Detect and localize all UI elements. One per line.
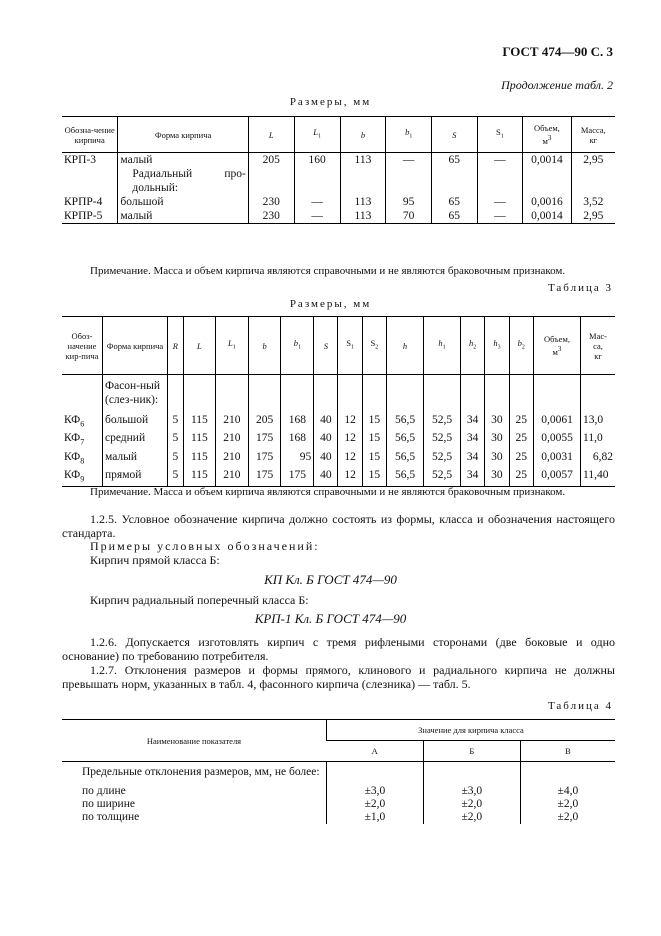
cell: 0,0016 (523, 195, 571, 209)
examples-heading: Примеры условных обозначений: (90, 539, 320, 553)
cell: 205 (248, 153, 294, 168)
table-row (62, 209, 615, 224)
cell: — (294, 209, 340, 224)
cell (423, 762, 520, 786)
cell: 113 (340, 153, 386, 168)
cell: — (386, 153, 432, 168)
cell: по длине (82, 785, 126, 797)
cell: — (477, 209, 523, 224)
cell: 0,0055 (534, 431, 581, 449)
cell: 168 (281, 413, 314, 431)
t3-header: h (387, 317, 424, 375)
cell: 56,5 (387, 431, 424, 449)
t2-header: Объем, $м^3$ (523, 117, 571, 153)
cell: 15 (362, 431, 386, 449)
cell: 40 (314, 450, 338, 468)
cell: 30 (485, 468, 509, 487)
cell (461, 375, 485, 414)
table4 (62, 719, 615, 824)
t2-header: $L_1$ (294, 117, 340, 153)
table2 (62, 116, 615, 224)
cell: 210 (215, 413, 248, 431)
t3-header: S (314, 317, 338, 375)
cell: малый (118, 209, 248, 224)
page-header: ГОСТ 474—90 С. 3 (502, 44, 613, 59)
cell (477, 167, 523, 195)
table2-continuation: Продолжение табл. 2 (501, 78, 613, 92)
cell: 175 (248, 468, 281, 487)
cell: 13,0 (581, 413, 616, 431)
cell: 113 (340, 195, 386, 209)
cell (509, 375, 533, 414)
table-row (62, 811, 615, 824)
cell: Радиальный про-дольный: (118, 167, 248, 195)
cell: 12 (338, 468, 362, 487)
cell: 56,5 (387, 450, 424, 468)
cell: 25 (509, 413, 533, 431)
cell: 160 (294, 153, 340, 168)
cell: 175 (281, 468, 314, 487)
t4-header: Наименование показателя (62, 720, 327, 762)
cell: 25 (509, 450, 533, 468)
cell: прямой (103, 468, 168, 487)
t4-header: Значение для кирпича класса (327, 720, 616, 741)
cell: КРПР-4 (64, 196, 103, 208)
table-row (62, 167, 615, 195)
cell: 5 (168, 468, 184, 487)
table-row (62, 785, 615, 798)
paragraph-1-2-7: 1.2.7. Отклонения размеров и формы прямого, клинового и радиального кирпича не должны превышать норм, указанных в табл. 4, фасонного кирпича (слезника) — табл. 5. (62, 663, 615, 691)
cell: 65 (431, 195, 477, 209)
cell: по толщине (82, 811, 140, 823)
cell (534, 375, 581, 414)
table-row (62, 375, 615, 414)
t2-header: $b_1$ (386, 117, 432, 153)
cell: 205 (248, 413, 281, 431)
cell: 15 (362, 450, 386, 468)
cell: 3,52 (571, 195, 615, 209)
paragraph-1-2-5: 1.2.5. Условное обозначение кирпича должно состоять из формы, класса и обозначения настоящего стандарта. (62, 512, 615, 540)
cell (62, 375, 103, 414)
t3-header: $b_2$ (509, 317, 533, 375)
cell (327, 762, 424, 786)
t3-header: $S_1$ (338, 317, 362, 375)
cell: 34 (461, 431, 485, 449)
cell (386, 167, 432, 195)
cell: 95 (281, 450, 314, 468)
t3-header: b (248, 317, 281, 375)
cell: средний (103, 431, 168, 449)
cell: ±3,0 (327, 785, 424, 798)
example-2: КРП-1 Кл. Б ГОСТ 474—90 (254, 611, 407, 626)
cell: ±2,0 (520, 811, 615, 824)
cell: 11,0 (581, 431, 616, 449)
cell: 0,0061 (534, 413, 581, 431)
t3-header: L (183, 317, 215, 375)
cell: 34 (461, 413, 485, 431)
cell: 65 (431, 209, 477, 224)
cell (340, 167, 386, 195)
cell: 95 (386, 195, 432, 209)
t3-header: Обоз-начение кир-пича (62, 317, 103, 375)
cell: по ширине (82, 798, 135, 810)
cell: 115 (183, 450, 215, 468)
cell: — (477, 195, 523, 209)
cell: $КФ_9$ (62, 468, 103, 487)
cell: 65 (431, 153, 477, 168)
t3-header: $b_1$ (281, 317, 314, 375)
cell: 40 (314, 413, 338, 431)
example-2-label: Кирпич радиальный поперечный класса Б: (90, 593, 309, 607)
t4-header: В (520, 741, 615, 762)
cell: 12 (338, 413, 362, 431)
t4-header: Б (423, 741, 520, 762)
t3-header: $h_2$ (461, 317, 485, 375)
table3 (62, 316, 615, 487)
t2-header: Обозна-чение кирпича (62, 117, 118, 153)
cell: 70 (386, 209, 432, 224)
cell: $КФ_7$ (64, 432, 85, 447)
cell: — (477, 153, 523, 168)
t2-header: Масса, кг (571, 117, 615, 153)
cell: большой (103, 413, 168, 431)
cell: 210 (215, 468, 248, 487)
cell (387, 375, 424, 414)
cell (281, 375, 314, 414)
cell (581, 375, 616, 414)
table2-units: Размеры, мм (289, 96, 372, 108)
cell: ±2,0 (423, 811, 520, 824)
paragraph-1-2-6: 1.2.6. Допускается изготовлять кирпич с тремя рифлеными сторонами (две боковые и одно основание) по требованию потребителя. (62, 635, 615, 663)
cell: 56,5 (387, 413, 424, 431)
cell: 5 (168, 413, 184, 431)
cell (338, 375, 362, 414)
cell: 52,5 (424, 413, 461, 431)
table-row (62, 762, 615, 786)
cell (362, 375, 386, 414)
cell: 115 (183, 413, 215, 431)
cell: 0,0014 (523, 209, 571, 224)
cell: 0,0014 (523, 153, 571, 168)
t3-header: $h_3$ (485, 317, 509, 375)
cell: 0,0057 (534, 468, 581, 487)
cell: Фасон-ный (слез-ник): (103, 375, 168, 414)
cell: 30 (485, 431, 509, 449)
cell (215, 375, 248, 414)
table3-note: Примечание. Масса и объем кирпича являются справочными и не являются браковочным признаком. (90, 486, 566, 498)
table-row (62, 798, 615, 811)
t2-header: S (431, 117, 477, 153)
cell: — (294, 195, 340, 209)
cell (62, 167, 118, 195)
cell (183, 375, 215, 414)
cell: КРПР-5 (62, 209, 118, 224)
cell: 115 (183, 468, 215, 487)
cell: 56,5 (387, 468, 424, 487)
t3-header: $h_1$ (424, 317, 461, 375)
table3-units: Размеры, мм (289, 298, 372, 310)
cell: $КФ_6$ (64, 414, 85, 429)
table2-note: Примечание. Масса и объем кирпича являются справочными и не являются браковочным признаком. (90, 265, 566, 277)
table3-caption: Таблица 3 (547, 282, 613, 294)
t3-header: Форма кирпича (103, 317, 168, 375)
cell (520, 762, 615, 786)
cell (424, 375, 461, 414)
cell (523, 167, 571, 195)
cell: 230 (248, 209, 294, 224)
cell: 2,95 (571, 209, 615, 224)
table-row (62, 413, 615, 431)
cell: ±2,0 (423, 798, 520, 811)
cell: 6,82 (581, 450, 616, 468)
cell (314, 375, 338, 414)
cell: 25 (509, 468, 533, 487)
cell: 40 (314, 431, 338, 449)
table-row (62, 431, 615, 449)
cell: 5 (168, 431, 184, 449)
cell: 5 (168, 450, 184, 468)
cell: 175 (248, 431, 281, 449)
cell: большой (118, 195, 248, 209)
t4-header: А (327, 741, 424, 762)
cell (248, 167, 294, 195)
cell (485, 375, 509, 414)
cell: 115 (183, 431, 215, 449)
cell: ±4,0 (520, 785, 615, 798)
cell: малый (118, 153, 248, 168)
table-row (62, 195, 615, 209)
example-1-label: Кирпич прямой класса Б: (90, 553, 220, 567)
cell (248, 375, 281, 414)
cell: 113 (340, 209, 386, 224)
t3-header: $L_1$ (215, 317, 248, 375)
cell: 52,5 (424, 450, 461, 468)
cell (294, 167, 340, 195)
cell: КРП-3 (64, 154, 96, 166)
cell: 30 (485, 413, 509, 431)
table-row (62, 468, 615, 487)
cell: 12 (338, 450, 362, 468)
cell: 0,0031 (534, 450, 581, 468)
cell: $КФ_8$ (64, 450, 85, 465)
cell: 175 (248, 450, 281, 468)
table-row (62, 153, 615, 168)
cell (431, 167, 477, 195)
cell: 11,40 (581, 468, 616, 487)
table4-caption: Таблица 4 (547, 700, 613, 712)
cell: ±1,0 (327, 811, 424, 824)
cell (168, 375, 184, 414)
cell: 40 (314, 468, 338, 487)
cell: малый (103, 450, 168, 468)
cell: 2,95 (571, 153, 615, 168)
cell: 15 (362, 468, 386, 487)
cell: 168 (281, 431, 314, 449)
cell: ±3,0 (423, 785, 520, 798)
t2-header: L (248, 117, 294, 153)
cell: 12 (338, 431, 362, 449)
t3-header: Мас- са, кг (581, 317, 616, 375)
cell: Предельные отклонения размеров, мм, не более: (82, 766, 320, 778)
cell: 15 (362, 413, 386, 431)
t3-header: $S_2$ (362, 317, 386, 375)
cell: 52,5 (424, 431, 461, 449)
cell: ±2,0 (520, 798, 615, 811)
example-1: КП Кл. Б ГОСТ 474—90 (264, 572, 397, 587)
t2-header: $S_1$ (477, 117, 523, 153)
cell: 34 (461, 468, 485, 487)
cell: 30 (485, 450, 509, 468)
cell (571, 167, 615, 195)
cell: 52,5 (424, 468, 461, 487)
t2-header: Форма кирпича (118, 117, 248, 153)
cell: 34 (461, 450, 485, 468)
t2-header: b (340, 117, 386, 153)
cell: ±2,0 (327, 798, 424, 811)
t3-header: Объем, $м^3$ (534, 317, 581, 375)
table-row (62, 450, 615, 468)
t3-header: R (168, 317, 184, 375)
cell: 210 (215, 450, 248, 468)
cell: 25 (509, 431, 533, 449)
cell: 210 (215, 431, 248, 449)
cell: 230 (248, 195, 294, 209)
